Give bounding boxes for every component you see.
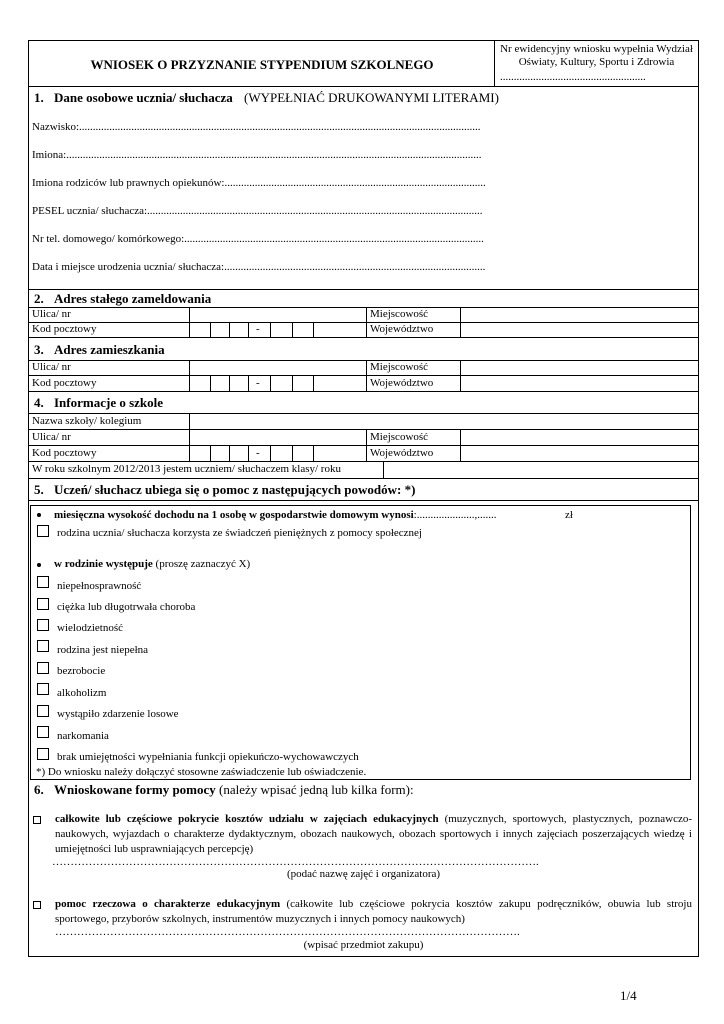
section-6-heading <box>54 782 414 798</box>
care-skills-checkbox[interactable] <box>37 748 49 760</box>
school-name-input[interactable] <box>190 414 698 428</box>
divider <box>210 445 211 461</box>
family-line <box>54 558 250 570</box>
unemployment-label: bezrobocie <box>57 665 106 677</box>
parents-names-field[interactable]: Imiona rodziców lub prawnych opiekunów:............................................................................................... <box>32 177 486 189</box>
s2-postal-dash: - <box>256 323 260 335</box>
large-family-checkbox[interactable] <box>37 619 49 631</box>
section-1-number: 1. <box>34 90 44 105</box>
divider <box>210 375 211 391</box>
alcoholism-checkbox[interactable] <box>37 683 49 695</box>
s2-voivodeship-label: Województwo <box>370 323 434 335</box>
disability-label: niepełnosprawność <box>57 580 142 592</box>
divider <box>229 375 230 391</box>
surname-field[interactable]: Nazwisko:.................................................................................................................................................. <box>32 121 481 133</box>
edu-activities-desc: (muzycznych, sportowych, plastycznych, poznawczo-naukowych, wyjazdach o charakterze dydaktycznym, obozach naukowych, obozach sportowych i innych zajęciach poszerzających wiedzę i umiejętności lub usprawniających percepcję) <box>55 813 692 855</box>
registry-note-line2: Oświaty, Kultury, Sportu i Zdrowia <box>518 56 675 68</box>
currency-label: zł <box>565 509 573 521</box>
random-event-checkbox[interactable] <box>37 705 49 717</box>
s4-voivodeship-label: Województwo <box>370 447 434 459</box>
school-name-label: Nazwa szkoły/ kolegium <box>32 415 142 427</box>
registry-number-field[interactable]: ..................................................... <box>500 71 646 83</box>
section-1-title: Dane osobowe ucznia/ słuchacza <box>54 90 233 105</box>
s2-street-label: Ulica/ nr <box>32 308 71 320</box>
school-year-label: W roku szkolnym 2012/2013 jestem uczniem/ słuchaczem klasy/ roku <box>32 463 341 475</box>
bullet-icon <box>37 563 41 567</box>
s2-voivodeship-input[interactable] <box>461 323 698 336</box>
divider <box>28 478 699 479</box>
s4-street-label: Ulica/ nr <box>32 431 71 443</box>
pesel-field[interactable]: PESEL ucznia/ słuchacza:.......................................................................................................................... <box>32 205 483 217</box>
section-6-title: Wnioskowane formy pomocy <box>54 782 216 797</box>
material-aid-label: pomoc rzeczowa o charakterze edukacyjnym <box>55 898 281 910</box>
divider <box>313 375 314 391</box>
s2-postal-label: Kod pocztowy <box>32 323 97 335</box>
section-1-hint: (WYPEŁNIAĆ DRUKOWANYMI LITERAMI) <box>244 90 499 105</box>
s4-city-input[interactable] <box>461 430 698 444</box>
material-aid-field[interactable]: ………………………………………………………………………………………………………………. <box>55 926 520 938</box>
edu-activities-checkbox[interactable] <box>33 816 41 824</box>
section-5-number: 5. <box>34 482 44 497</box>
divider <box>270 322 271 337</box>
divider <box>292 322 293 337</box>
material-aid-checkbox[interactable] <box>33 901 41 909</box>
s2-city-label: Miejscowość <box>370 308 429 320</box>
divider <box>292 445 293 461</box>
single-parent-checkbox[interactable] <box>37 640 49 652</box>
s2-city-input[interactable] <box>461 308 698 321</box>
material-aid-caption: (wpisać przedmiot zakupu) <box>303 939 424 951</box>
edu-activities-text <box>55 812 692 857</box>
s3-street-label: Ulica/ nr <box>32 361 71 373</box>
family-hint: (proszę zaznaczyć X) <box>155 558 251 570</box>
random-event-label: wystąpiło zdarzenie losowe <box>57 708 179 720</box>
drug-addiction-label: narkomania <box>57 730 109 742</box>
s4-street-input[interactable] <box>190 430 365 444</box>
divider <box>28 391 699 392</box>
income-label: miesięczna wysokość dochodu na 1 osobę w gospodarstwie domowym wynosi <box>54 509 414 521</box>
income-field[interactable]: :.....................,....... <box>413 509 497 521</box>
section-5-title: Uczeń/ słuchacz ubiega się o pomoc z następujących powodów: *) <box>54 482 416 497</box>
s3-street-input[interactable] <box>190 361 365 374</box>
page-number: 1/4 <box>620 988 637 1003</box>
footnote: *) Do wniosku należy dołączyć stosowne zaświadczenie lub oświadczenie. <box>36 766 367 778</box>
first-names-field[interactable]: Imiona:....................................................................................................................................................... <box>32 149 482 161</box>
divider <box>270 375 271 391</box>
divider <box>248 375 249 391</box>
divider <box>366 307 367 337</box>
section-3-title: Adres zamieszkania <box>54 342 165 357</box>
income-line <box>54 509 496 521</box>
birth-date-place-field[interactable]: Data i miejsce urodzenia ucznia/ słuchacza:............................................................................................... <box>32 261 486 273</box>
social-aid-label: rodzina ucznia/ słuchacza korzysta ze świadczeń pieniężnych z pomocy społecznej <box>57 527 422 539</box>
divider <box>366 360 367 391</box>
material-aid-text <box>55 897 692 927</box>
divider <box>270 445 271 461</box>
illness-checkbox[interactable] <box>37 598 49 610</box>
alcoholism-label: alkoholizm <box>57 687 107 699</box>
s4-voivodeship-input[interactable] <box>461 446 698 460</box>
s4-postal-dash: - <box>256 447 260 459</box>
divider <box>28 337 699 338</box>
section-4-title: Informacje o szkole <box>54 395 164 410</box>
care-skills-label: brak umiejętności wypełniania funkcji opiekuńczo-wychowawczych <box>57 751 359 763</box>
unemployment-checkbox[interactable] <box>37 662 49 674</box>
divider <box>313 322 314 337</box>
disability-checkbox[interactable] <box>37 576 49 588</box>
divider <box>248 322 249 337</box>
reasons-box <box>30 505 691 780</box>
registry-note-line1: Nr ewidencyjny wniosku wypełnia Wydział <box>500 43 693 55</box>
divider <box>229 322 230 337</box>
divider <box>366 429 367 461</box>
section-6-hint: (należy wpisać jedną lub kilka form): <box>219 782 414 797</box>
class-year-input[interactable] <box>384 462 698 477</box>
s3-city-input[interactable] <box>461 361 698 374</box>
divider <box>292 375 293 391</box>
s4-city-label: Miejscowość <box>370 431 429 443</box>
s2-street-input[interactable] <box>190 308 365 321</box>
form-title: WNIOSEK O PRZYZNANIE STYPENDIUM SZKOLNEGO <box>90 57 434 72</box>
drug-addiction-checkbox[interactable] <box>37 726 49 738</box>
section-2-title: Adres stałego zameldowania <box>54 291 212 306</box>
edu-activities-caption: (podać nazwę zajęć i organizatora) <box>286 868 441 880</box>
s3-postal-dash: - <box>256 377 260 389</box>
divider <box>28 500 699 501</box>
edu-activities-field[interactable]: ……………………………………………………………………………………………………………………. <box>52 856 539 868</box>
large-family-label: wielodzietność <box>57 622 123 634</box>
s4-postal-label: Kod pocztowy <box>32 447 97 459</box>
s3-voivodeship-input[interactable] <box>461 377 698 390</box>
family-label: w rodzinie występuje <box>54 558 153 570</box>
section-3-number: 3. <box>34 342 44 357</box>
edu-activities-label: całkowite lub częściowe pokrycie kosztów udziału w zajęciach edukacyjnych <box>55 813 439 825</box>
section-4-number: 4. <box>34 395 44 410</box>
social-aid-checkbox[interactable] <box>37 525 49 537</box>
material-aid-desc: (całkowite lub częściowe pokrycia kosztów zakupu podręczników, obuwia lub stroju sportowego, przyborów szkolnych, instrumentów muzycznych i innych pomocy naukowych) <box>55 898 692 925</box>
divider <box>248 445 249 461</box>
illness-label: ciężka lub długotrwała choroba <box>57 601 196 613</box>
phone-field[interactable]: Nr tel. domowego/ komórkowego:............................................................................................................. <box>32 233 484 245</box>
divider <box>28 289 699 290</box>
divider <box>28 86 699 87</box>
divider <box>313 445 314 461</box>
s3-voivodeship-label: Województwo <box>370 377 434 389</box>
section-6-number: 6. <box>34 782 44 797</box>
s3-postal-label: Kod pocztowy <box>32 377 97 389</box>
divider <box>229 445 230 461</box>
bullet-icon <box>37 513 41 517</box>
divider <box>210 322 211 337</box>
s3-city-label: Miejscowość <box>370 361 429 373</box>
single-parent-label: rodzina jest niepełna <box>57 644 149 656</box>
divider <box>28 375 699 376</box>
section-2-number: 2. <box>34 291 44 306</box>
